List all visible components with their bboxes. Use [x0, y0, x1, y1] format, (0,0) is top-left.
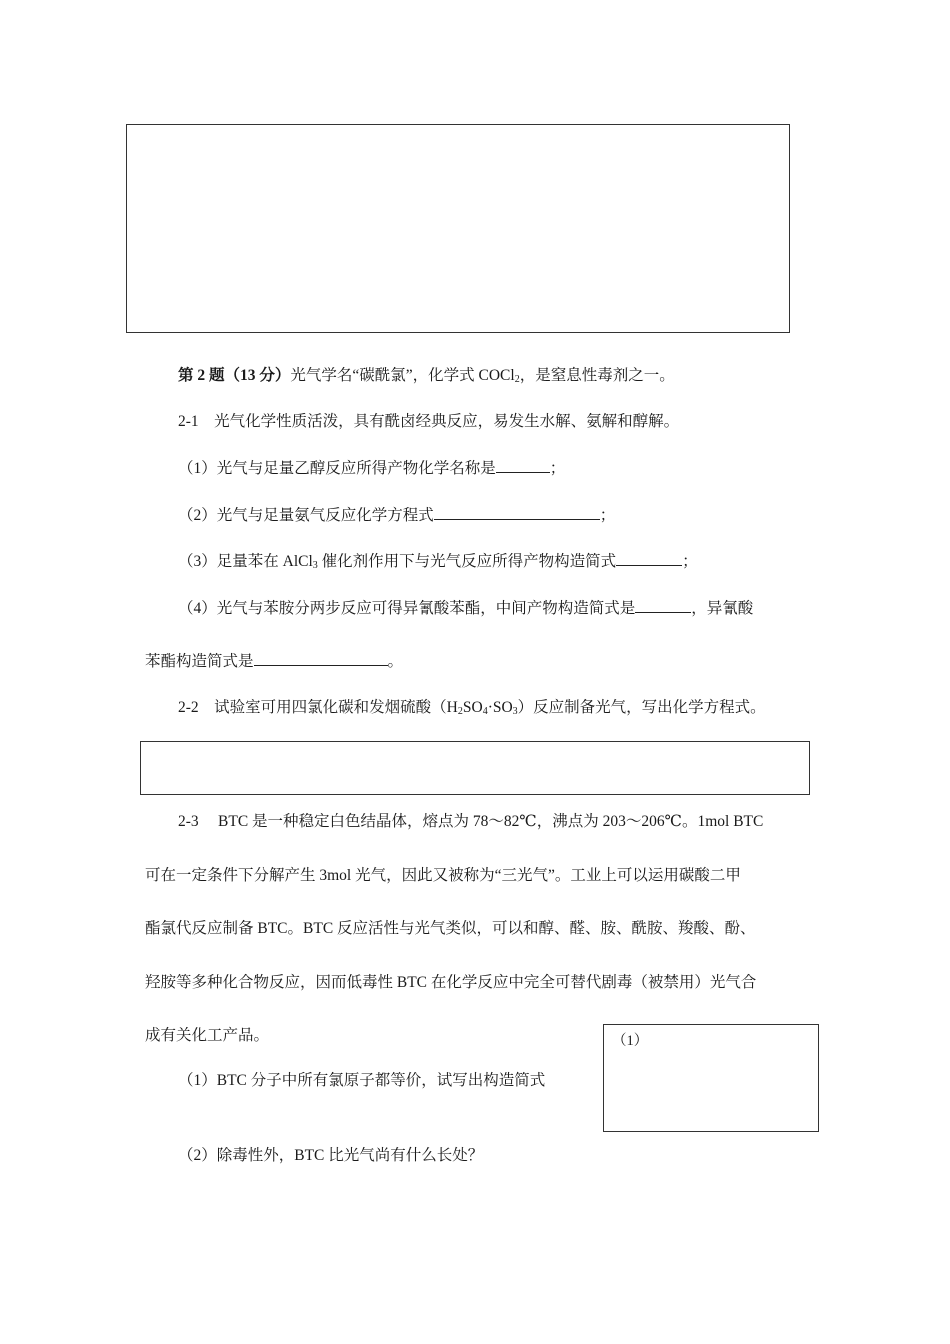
section-2-3-line-4: 羟胺等多种化合物反应，因而低毒性 BTC 在化学反应中完全可替代剧毒（被禁用）光气合	[145, 974, 757, 991]
answer-blank[interactable]	[434, 505, 600, 520]
section-2-3-line-3: 酯氯代反应制备 BTC。BTC 反应活性与光气类似，可以和醇、醛、胺、酰胺、羧酸、酚、	[145, 920, 756, 937]
section-2-3-line-1: 2-3 BTC 是一种稳定白色结晶体，熔点为 78～82℃，沸点为 203～206℃。1mol BTC	[178, 813, 764, 830]
section-2-2-heading: 2-2 试验室可用四氯化碳和发烟硫酸$(H_2SO_4\cdot SO_3)$反应制备光气，写出化学方程式。	[178, 699, 766, 717]
section-2-3-line-2: 可在一定条件下分解产生 3mol 光气，因此又被称为“三光气”。工业上可以运用碳酸二甲	[145, 867, 741, 884]
answer-box-label: （1）	[612, 1033, 649, 1049]
answer-blank[interactable]	[616, 551, 682, 566]
item-2-1-3: （3）足量苯在 AlCl$_3$ 催化剂作用下与光气反应所得产物构造简式 ；	[178, 553, 698, 571]
question-2-title: 第 2 题（13 分）光气学名“碳酰氯”，化学式 COCl$_2$，是窒息性毒剂之一。	[178, 367, 675, 385]
item-2-3-2: （2）除毒性外，BTC 比光气尚有什么长处？	[178, 1147, 484, 1164]
answer-blank[interactable]	[635, 598, 691, 613]
answer-blank[interactable]	[254, 651, 388, 666]
item-2-1-4: （4）光气与苯胺分两步反应可得异氰酸苯酯，中间产物构造简式是 ，异氰酸	[178, 600, 754, 617]
answer-box-top[interactable]	[126, 124, 790, 333]
answer-box-2-3-1[interactable]	[603, 1024, 819, 1132]
item-2-1-1: （1）光气与足量乙醇反应所得产物化学名称是 ；	[178, 460, 566, 477]
item-2-1-4-cont: 苯酯构造简式是 。	[145, 653, 404, 670]
section-2-3-line-5: 成有关化工产品。	[145, 1027, 270, 1044]
question-2-label: 第 2 题（13 分）	[178, 367, 291, 384]
item-2-1-2: （2）光气与足量氨气反应化学方程式 ；	[178, 507, 616, 524]
answer-blank[interactable]	[496, 458, 550, 473]
item-2-3-1: （1）BTC 分子中所有氯原子都等价，试写出构造简式	[178, 1072, 546, 1089]
section-2-1-heading: 2-1 光气化学性质活泼，具有酰卤经典反应，易发生水解、氨解和醇解。	[178, 413, 680, 430]
answer-box-2-2[interactable]	[140, 741, 810, 795]
